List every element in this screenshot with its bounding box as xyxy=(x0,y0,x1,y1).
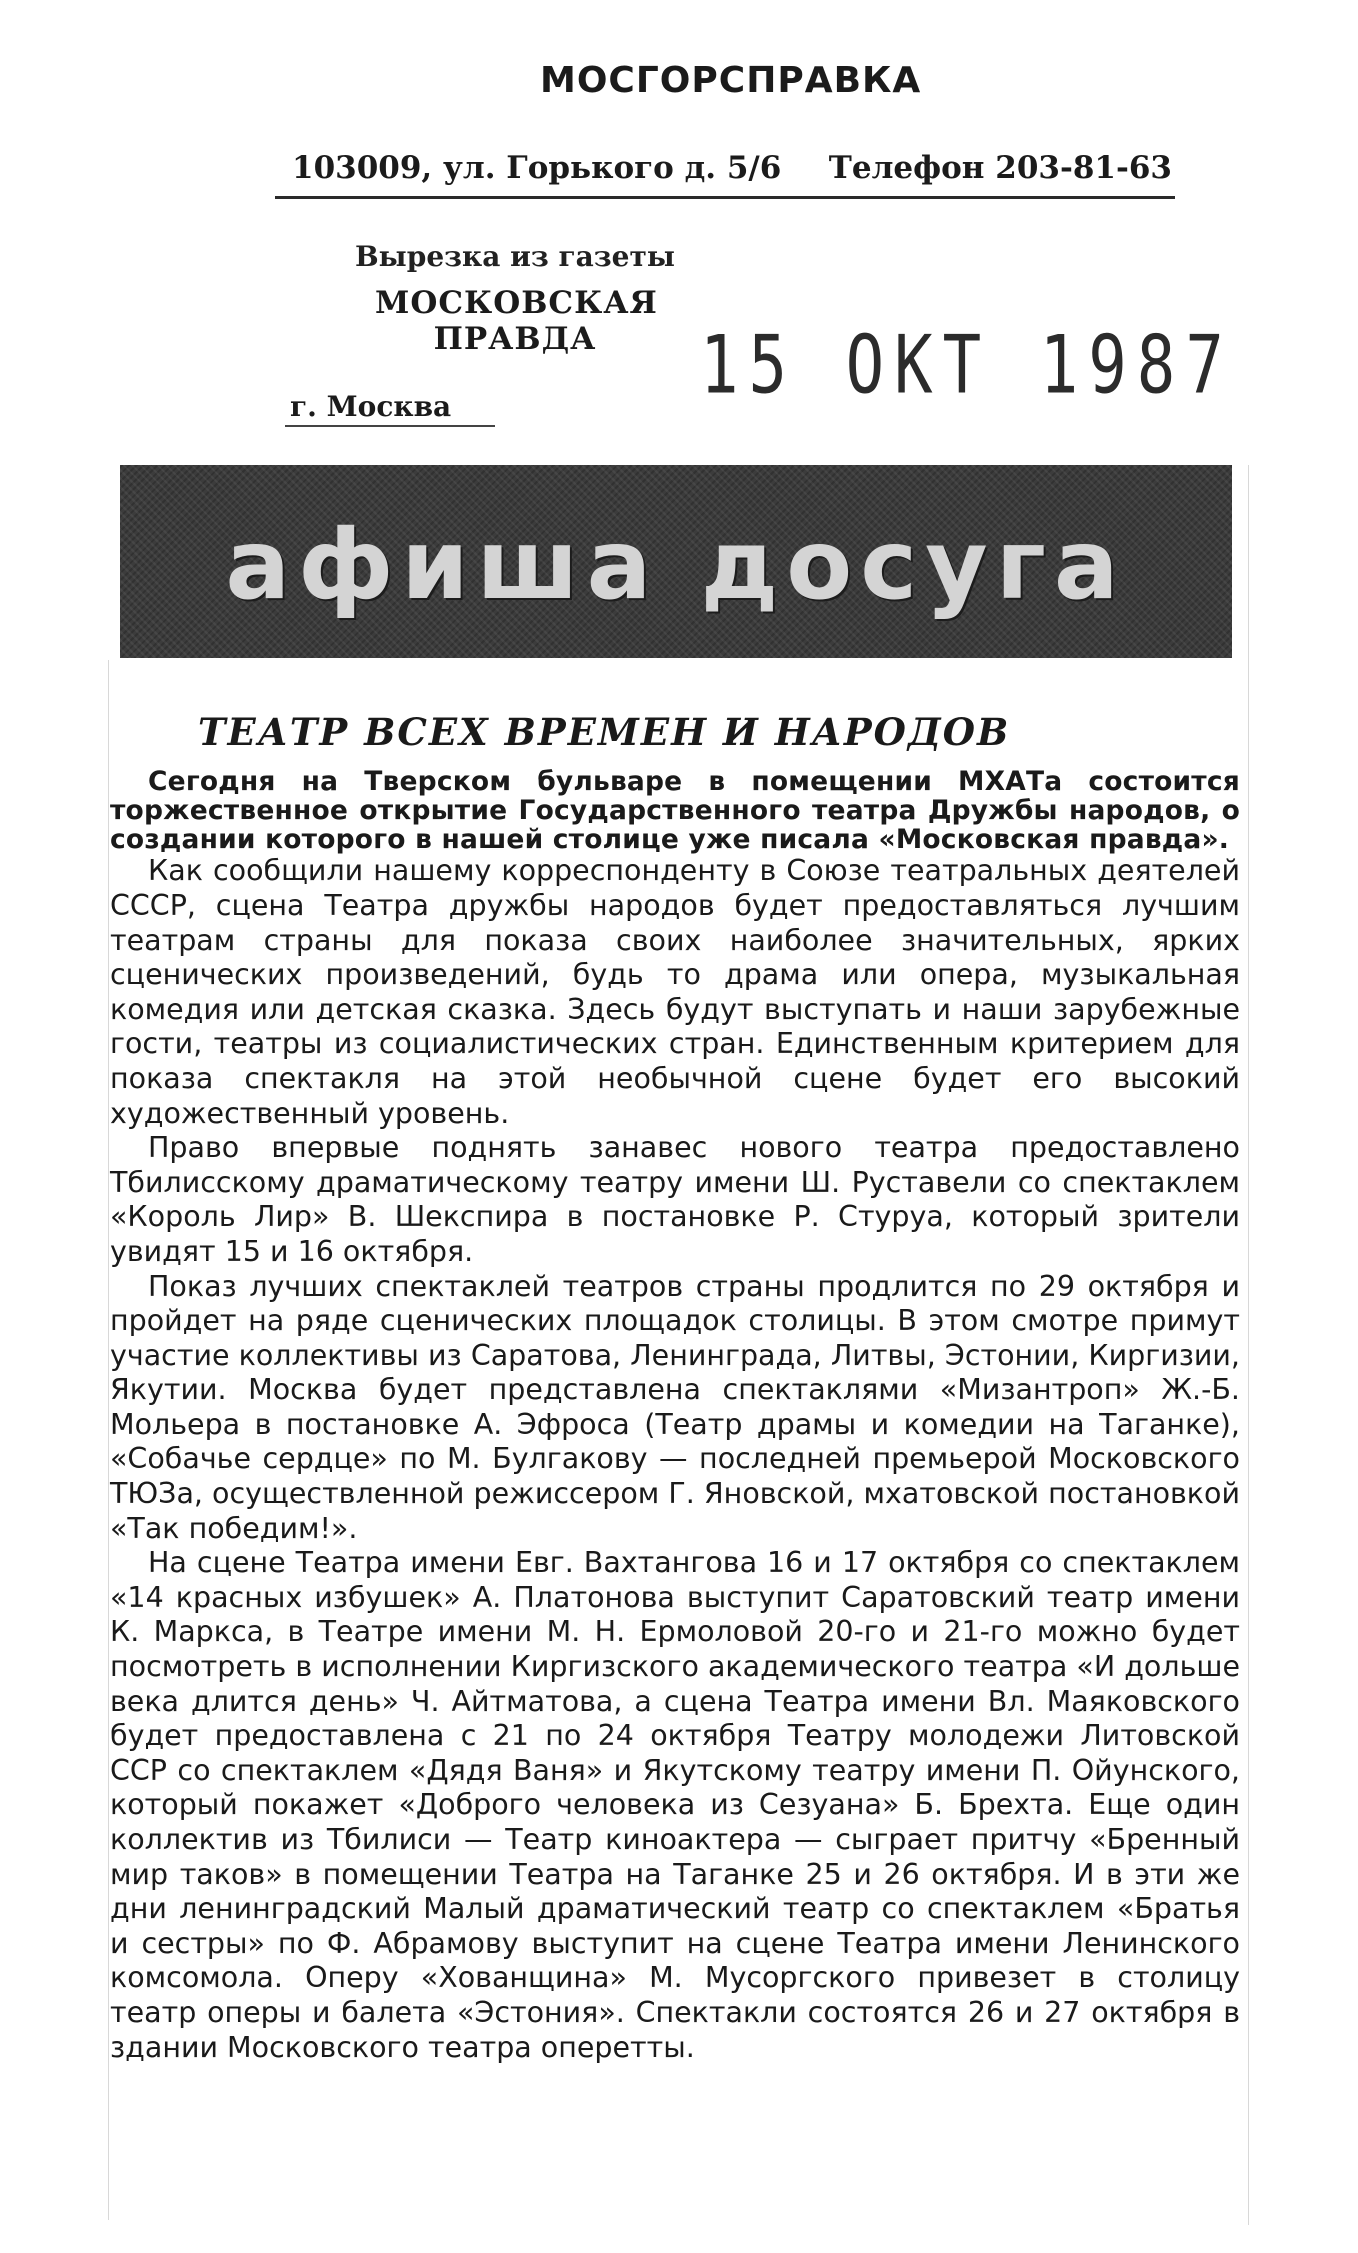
article-lead: Сегодня на Тверском бульваре в помещении МХАТа состоится торжественное открытие Государственного театра Дружбы народов, о создании которого в нашей столице уже писала «Московская правда». xyxy=(110,766,1240,855)
article-headline: ТЕАТР ВСЕХ ВРЕМЕН И НАРОДОВ xyxy=(198,710,1011,754)
section-banner xyxy=(120,465,1232,658)
stamp-address-row xyxy=(292,150,1172,186)
article-paragraph: Как сообщили нашему корреспонденту в Союзе театральных деятелей СССР, сцена Театра дружбы народов будет предоставляться лучшим театрам страны для показа своих наиболее значительных, ярких сценических произведений, будь то драма или опера, музыкальная комедия или детская сказка. Здесь будут выступать и наши зарубежные гости, театры из социалистических стран. Единственным критерием для показа спектакля на этой необычной сцене будет его высокий художественный уровень. xyxy=(110,854,1240,1130)
stamp-city: г. Москва xyxy=(290,390,452,423)
newspaper-name-line2: ПРАВДА xyxy=(433,321,597,357)
date-stamp: 15 ОКТ 1987 xyxy=(700,320,1234,413)
stamp-organization: МОСГОРСПРАВКА xyxy=(540,60,922,101)
stamp-divider xyxy=(275,196,1175,199)
stamp-city-underline xyxy=(285,425,495,427)
article-paragraph: На сцене Театра имени Евг. Вахтангова 16 и 17 октября со спектаклем «14 красных избушек» А. Платонова выступит Саратовский театр имени К. Маркса, в Театре имени М. Н. Ермоловой 20-го и 21-го можно будет посмотреть в исполнении Киргизского академического театра «И дольше века длится день» Ч. Айтматова, а сцена Театра имени Вл. Маяковского будет предоставлена с 21 по 24 октября Театру молодежи Литовской ССР со спектаклем «Дядя Ваня» и Якутскому театру имени П. Ойунского, который покажет «Доброго человека из Сезуана» Б. Брехта. Еще один коллектив из Тбилиси — Театр киноактера — сыграет притчу «Бренный мир таков» в помещении Театра на Таганке 25 и 26 октября. И в эти же дни ленинградский Малый драматический театр со спектаклем «Братья и сестры» по Ф. Абрамову выступит на сцене Театра имени Ленинского комсомола. Оперу «Хованщина» М. Мусоргского привезет в столицу театр оперы и балета «Эстония». Спектакли состоятся 26 и 27 октября в здании Московского театра оперетты. xyxy=(110,1546,1240,2064)
stamp-address: 103009, ул. Горького д. 5/6 xyxy=(292,150,782,186)
clipping-edge-right xyxy=(1248,465,1249,2225)
clip-source-label: Вырезка из газеты xyxy=(355,240,675,273)
stamp-phone: Телефон 203-81-63 xyxy=(828,150,1172,186)
section-banner-title: афиша досуга xyxy=(225,509,1127,621)
newspaper-name-line1: МОСКОВСКАЯ xyxy=(375,285,658,321)
article-paragraph: Право впервые поднять занавес нового театра предоставлено Тбилисскому драматическому театру имени Ш. Руставели со спектаклем «Король Лир» В. Шекспира в постановке Р. Стуруа, который зрители увидят 15 и 16 октября. xyxy=(110,1131,1240,1268)
article-body xyxy=(110,768,1240,2065)
newspaper-name xyxy=(375,285,658,357)
clipping-edge-left xyxy=(108,660,109,2220)
article-paragraph: Показ лучших спектаклей театров страны продлится по 29 октября и пройдет на ряде сценических площадок столицы. В этом смотре примут участие коллективы из Саратова, Ленинграда, Литвы, Эстонии, Киргизии, Якутии. Москва будет представлена спектаклями «Мизантроп» Ж.-Б. Мольера в постановке А. Эфроса (Театр драмы и комедии на Таганке), «Собачье сердце» по М. Булгакову — последней премьерой Московского ТЮЗа, осуществленной режиссером Г. Яновской, мхатовской постановкой «Так победим!». xyxy=(110,1269,1240,1545)
